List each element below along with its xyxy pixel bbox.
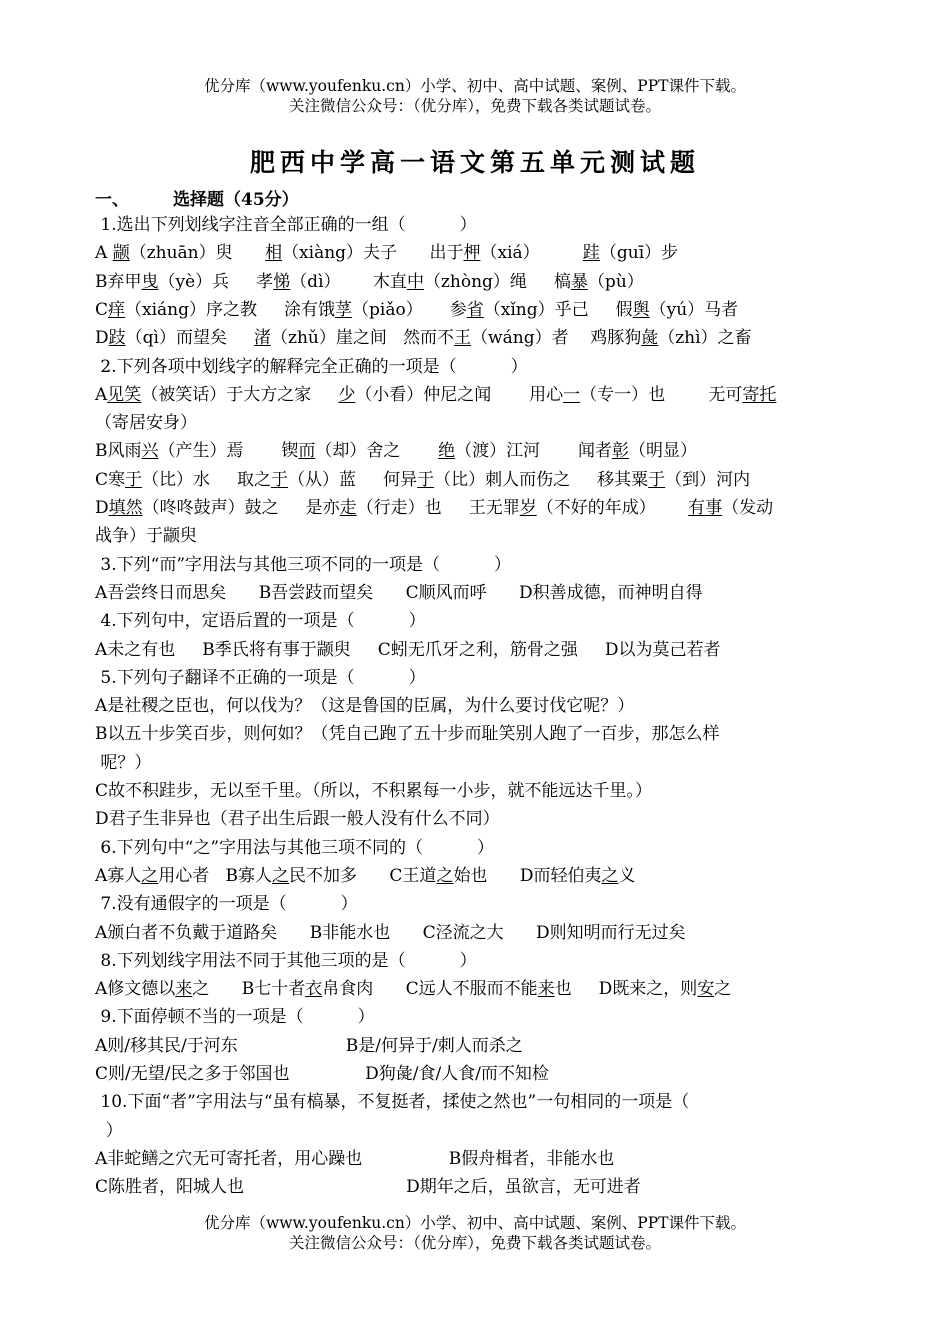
text-line — [95, 324, 855, 352]
text-line — [95, 437, 855, 465]
text-run: 9.下面停顿不当的一项是（ ） — [95, 1007, 375, 1028]
underlined-word: 来 — [175, 979, 193, 1000]
text-run: （到）河内 — [665, 469, 751, 490]
underlined-word: 来 — [537, 979, 555, 1000]
underlined-word: 衣 — [305, 979, 323, 1000]
text-line — [95, 607, 855, 635]
text-run: A修文德以 — [95, 979, 176, 1000]
text-run: C则/无望/民之多于邻国也 D狗彘/食/人食/而不知检 — [95, 1064, 549, 1084]
text-line — [95, 1173, 855, 1201]
text-run: （发动 — [722, 498, 774, 518]
underlined-word: 舆 — [632, 299, 650, 320]
text-line — [95, 1003, 855, 1031]
text-run: （专一）也 无可 — [580, 384, 743, 405]
text-run: （产生）焉 锲 — [158, 441, 299, 462]
text-run: A非蛇鳝之穴无可寄托者，用心躁也 B假舟楫者，非能水也 — [95, 1148, 615, 1169]
underlined-word: 之 — [601, 865, 619, 886]
text-line — [95, 1117, 855, 1145]
text-run: （dì） 木直 — [290, 271, 407, 292]
text-run: 呢？） — [95, 752, 152, 773]
text-run: 3.下列“而”字用法与其他三项不同的一项是（ ） — [95, 554, 512, 575]
text-run: 8.下列划线字用法不同于其他三项的是（ ） — [95, 950, 477, 971]
text-run: D君子生非异也（君子出生后跟一般人没有什么不同） — [95, 809, 500, 830]
underlined-word: 中 — [406, 271, 424, 292]
text-run: A未之有也 B季氏将有事于颛臾 C蚓无爪牙之利，筋骨之强 D以为莫己若者 — [95, 639, 721, 660]
text-run: C故不积跬步，无以至千里。（所以，不积累每一小步，就不能远达千里。） — [95, 781, 653, 801]
underlined-word: 悌 — [273, 271, 291, 292]
underlined-word: 渚 — [253, 328, 271, 349]
text-run: B风雨 — [95, 441, 142, 462]
underlined-word: 跂 — [108, 328, 126, 349]
underlined-word: 省 — [466, 299, 484, 320]
text-run: 2.下列各项中划线字的解释完全正确的一项是（ ） — [95, 356, 528, 377]
text-run: 之 B七十者 — [192, 979, 306, 1000]
text-run: （piǎo） 参 — [352, 299, 467, 320]
text-run: 之 — [714, 979, 732, 1000]
text-run: 义 — [618, 865, 636, 886]
text-run: （qì）而望矣 — [125, 328, 254, 349]
text-run: 始也 D而轻伯夷 — [453, 865, 602, 886]
underlined-word: 岁 — [519, 498, 537, 518]
text-run: 5.下列句子翻译不正确的一项是（ ） — [95, 667, 426, 688]
text-run: 6.下列句中“之”字用法与其他三项不同的（ ） — [95, 837, 495, 858]
section-label: 选择题（45分） — [173, 190, 299, 210]
page-title: 肥西中学高一语文第五单元测试题 — [249, 148, 700, 177]
underlined-word: 于 — [271, 469, 289, 490]
section-heading — [95, 185, 299, 210]
text-line — [95, 1145, 855, 1173]
text-run: 1.选出下列划线字注音全部正确的一组（ ） — [95, 215, 477, 235]
text-run: 帛食肉 C远人不服而不能 — [322, 979, 538, 1000]
text-run: （xiá） — [480, 243, 583, 264]
text-run: （xǐng）乎己 假 — [483, 299, 633, 320]
text-line — [95, 890, 855, 918]
text-line — [95, 862, 855, 890]
text-line — [95, 805, 855, 833]
text-run: C陈胜者，阳城人也 D期年之后，虽欲言，无可进者 — [95, 1177, 641, 1198]
text-run: （zhǔ）崖之间 然而不 — [270, 328, 455, 349]
text-run: A — [95, 384, 108, 405]
text-run: （从）蓝 何异 — [288, 469, 418, 490]
underlined-word: 之 — [436, 865, 454, 886]
text-line — [95, 296, 855, 324]
text-run: （pù） — [587, 271, 644, 292]
text-run: A寡人 — [95, 865, 142, 886]
text-line — [95, 579, 855, 607]
text-run: （zhuān）臾 — [129, 243, 266, 264]
underlined-word: 之 — [272, 865, 289, 886]
underlined-word: 寄托 — [742, 384, 777, 405]
underlined-word: 填然 — [108, 498, 143, 518]
text-line — [95, 919, 855, 947]
text-line — [95, 1032, 855, 1060]
text-line — [95, 268, 855, 296]
text-run: D — [95, 498, 109, 518]
text-run: B弃甲 — [95, 271, 142, 292]
underlined-word: 颛 — [112, 243, 130, 264]
underlined-word: 跬 — [582, 243, 600, 264]
underlined-word: 痒 — [108, 299, 126, 320]
text-run: （比）水 取之 — [142, 469, 272, 490]
text-run: （咚咚鼓声）鼓之 是亦 — [142, 498, 340, 518]
underlined-word: 安 — [697, 979, 715, 1000]
underlined-word: 之 — [141, 865, 159, 886]
text-line — [95, 777, 855, 805]
text-line — [95, 1088, 855, 1116]
text-run: C — [95, 299, 109, 320]
underlined-word: 彘 — [641, 328, 659, 349]
text-line — [95, 1060, 855, 1088]
underlined-word: 一 — [563, 384, 581, 405]
text-run: ） — [95, 1120, 123, 1141]
underlined-word: 莩 — [335, 299, 353, 320]
text-run: A是社稷之臣也，何以伐为？（这是鲁国的臣属，为什么要讨伐它呢？） — [95, 696, 635, 717]
text-line — [95, 409, 855, 437]
text-line — [95, 353, 855, 381]
underlined-word: 绝 — [438, 441, 456, 462]
text-run: （guī）步 — [599, 243, 679, 264]
text-run: （寄居安身） — [95, 413, 197, 434]
underlined-word: 柙 — [463, 243, 481, 264]
underlined-word: 有事 — [688, 498, 723, 518]
text-line — [95, 239, 855, 267]
underlined-word: 相 — [265, 243, 283, 264]
text-run: （不好的年成） — [536, 498, 689, 518]
text-run: （xiáng）序之教 涂有饿 — [125, 299, 336, 320]
underlined-word: 暴 — [570, 271, 588, 292]
text-run: D — [95, 328, 109, 349]
underlined-word: 彰 — [611, 441, 629, 462]
text-run: 7.没有通假字的一项是（ ） — [95, 894, 358, 915]
text-run: （却）舍之 — [315, 441, 439, 462]
underlined-word: 曳 — [141, 271, 159, 292]
underlined-word: 见笑 — [107, 384, 142, 405]
text-run: （yè）兵 孝 — [158, 271, 274, 292]
text-run: （yú）马者 — [649, 299, 739, 320]
text-run: 战争）于颛臾 — [95, 526, 197, 547]
text-run: （xiàng）夫子 出于 — [282, 243, 464, 264]
text-line — [95, 494, 855, 522]
text-line — [95, 720, 855, 748]
text-line — [95, 749, 855, 777]
header-line-2: 关注微信公众号：（优分库），免费下载各类试题试卷。 — [288, 97, 661, 115]
text-run: C寒 — [95, 469, 126, 490]
footer-line-1: 优分库（www.youfenku.cn）小学、初中、高中试题、案例、PPT课件下载。 — [203, 1214, 747, 1232]
text-line — [95, 466, 855, 494]
text-line — [95, 211, 855, 239]
underlined-word: 走 — [339, 498, 357, 518]
text-line — [95, 664, 855, 692]
text-run: （被笑话）于大方之家 — [141, 384, 339, 405]
text-run: A则/移其民/于河东 B是/何异于/刺人而杀之 — [95, 1035, 523, 1056]
text-run: （zhòng）绳 槁 — [423, 271, 571, 292]
text-run: （明显） — [628, 441, 697, 462]
text-run: （wáng）者 鸡豚狗 — [471, 328, 642, 349]
text-run: （行走）也 王无罪 — [356, 498, 520, 518]
section-number: 一、 — [95, 190, 129, 210]
underlined-word: 兴 — [141, 441, 159, 462]
text-run: 用心者 B寡人 — [158, 865, 272, 886]
text-run: A — [95, 243, 113, 264]
text-line — [95, 522, 855, 550]
text-run: （渡）江河 闻者 — [455, 441, 612, 462]
text-run: 10.下面“者”字用法与“虽有槁暴，不复挺者，揉使之然也”一句相同的一项是（ — [95, 1092, 690, 1113]
text-line — [95, 551, 855, 579]
footer-line-2: 关注微信公众号：（优分库），免费下载各类试题试卷。 — [288, 1234, 661, 1252]
text-run: （zhì）之畜 — [658, 328, 752, 349]
text-line — [95, 692, 855, 720]
text-run: B以五十步笑百步，则何如？（凭自己跑了五十步而耻笑别人跑了一百步，那怎么样 — [95, 724, 720, 745]
underlined-word: 于 — [417, 469, 435, 490]
text-line — [95, 636, 855, 664]
underlined-word: 而 — [298, 441, 316, 462]
text-run: A颁白者不负戴于道路矣 B非能水也 C泾流之大 D则知明而行无过矣 — [95, 922, 686, 943]
text-run: 民不加多 C王道 — [289, 865, 437, 886]
text-run: A吾尝终日而思矣 B吾尝跂而望矣 C顺风而呼 D积善成德，而神明自得 — [95, 582, 703, 603]
text-line — [95, 947, 855, 975]
underlined-word: 少 — [338, 384, 356, 405]
text-run: 也 D既来之，则 — [554, 979, 698, 1000]
underlined-word: 于 — [125, 469, 143, 490]
text-line — [95, 975, 855, 1003]
text-run: （小看）仲尼之闻 用心 — [355, 384, 564, 405]
text-run: 4.下列句中，定语后置的一项是（ ） — [95, 611, 426, 632]
text-line — [95, 381, 855, 409]
text-run: （比）刺人而伤之 移其粟 — [434, 469, 649, 490]
underlined-word: 于 — [648, 469, 666, 490]
text-line — [95, 834, 855, 862]
header-line-1: 优分库（www.youfenku.cn）小学、初中、高中试题、案例、PPT课件下载。 — [203, 77, 747, 95]
underlined-word: 王 — [454, 328, 472, 349]
